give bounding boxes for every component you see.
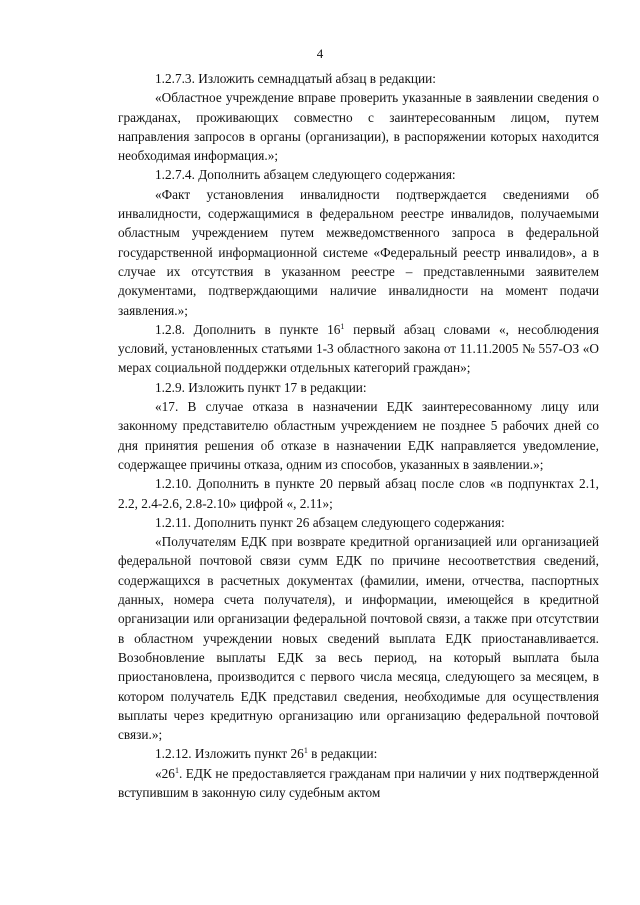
paragraph-quote-26-1-post: . ЕДК не предоставляется гражданам при наличии у них подтвержденной вступившим в законную силу судебным актом xyxy=(118,765,599,800)
superscript: 1 xyxy=(174,765,179,775)
paragraph-1-2-8-pre: 1.2.8. Дополнить в пункте 16 xyxy=(155,321,341,337)
paragraph-1-2-12-post: в редакции: xyxy=(307,746,378,762)
superscript: 1 xyxy=(303,746,308,756)
paragraph-1-2-8-post: первый абзац словами «, несоблюдения условий, установленных статьями 1-3 областного закона от 11.11.2005 № 557-ОЗ «О мерах социальной поддержки отдельных категорий граждан»; xyxy=(118,321,599,376)
paragraph-1-2-7-3: 1.2.7.3. Изложить семнадцатый абзац в редакции: xyxy=(155,71,436,86)
paragraph-quote-disability: «Факт установления инвалидности подтверждается сведениями об инвалидности, содержащимися в федеральном реестре инвалидов, получаемыми областным учреждением путем межведомственного запроса в федеральной государственной информационной системе «Федеральный реестр инвалидов», а в случае их отсутствия в указанном реестре – представленными заявителем документами, подтверждающими наличие инвалидности на момент подачи заявления.»; xyxy=(118,186,599,318)
paragraph-1-2-8 xyxy=(118,320,599,378)
paragraph-quote-17: «17. В случае отказа в назначении ЕДК заинтересованному лицу или законному представителю областным учреждением не позднее 5 рабочих дней со дня принятия решения об отказе в назначении ЕДК направляется уведомление, содержащее причины отказа, одним из способов, указанных в заявлении.»; xyxy=(118,399,599,472)
paragraph-1-2-9: 1.2.9. Изложить пункт 17 в редакции: xyxy=(155,379,367,395)
document-body xyxy=(118,69,599,802)
superscript: 1 xyxy=(340,321,345,331)
paragraph-1-2-12 xyxy=(118,744,599,763)
page-number: 4 xyxy=(316,46,324,61)
paragraph-quote-recipients: «Получателям ЕДК при возврате кредитной организацией или организацией федеральной почтовой связи сумм ЕДК по причине несоответствия сведений, содержащихся в расчетных документах (фамилии, имени, отчества, паспортных данных, номера счета получателя), и информации, имеющейся в кредитной организации или организации федеральной почтовой связи, а также при отсутствии в областном учреждении новых сведений выплата ЕДК приостанавливается. Возобновление выплаты ЕДК за весь период, на который выплата была приостановлена, производится с первого числа месяца, следующего за месяцем, в котором получатель ЕДК представил сведения, необходимые для осуществления выплаты через кредитную организацию или организацию федеральной почтовой связи.»; xyxy=(118,534,599,743)
paragraph-quote-region-check: «Областное учреждение вправе проверить указанные в заявлении сведения о гражданах, проживающих совместно с заинтересованным лицом, путем направления запросов в органы (организации), в распоряжении которых находится необходимая информация.»; xyxy=(118,90,599,164)
paragraph-1-2-7-4: 1.2.7.4. Дополнить абзацем следующего содержания: xyxy=(155,167,456,183)
paragraph-quote-26-1 xyxy=(118,764,599,803)
paragraph-1-2-12-pre: 1.2.12. Изложить пункт 26 xyxy=(155,746,304,762)
paragraph-1-2-10: 1.2.10. Дополнить в пункте 20 первый абзац после слов «в подпунктах 2.1, 2.2, 2.4-2.6, 2.8-2.10» цифрой «, 2.11»; xyxy=(118,476,599,511)
paragraph-quote-26-1-pre: «26 xyxy=(155,765,175,781)
paragraph-1-2-11: 1.2.11. Дополнить пункт 26 абзацем следующего содержания: xyxy=(155,514,505,530)
